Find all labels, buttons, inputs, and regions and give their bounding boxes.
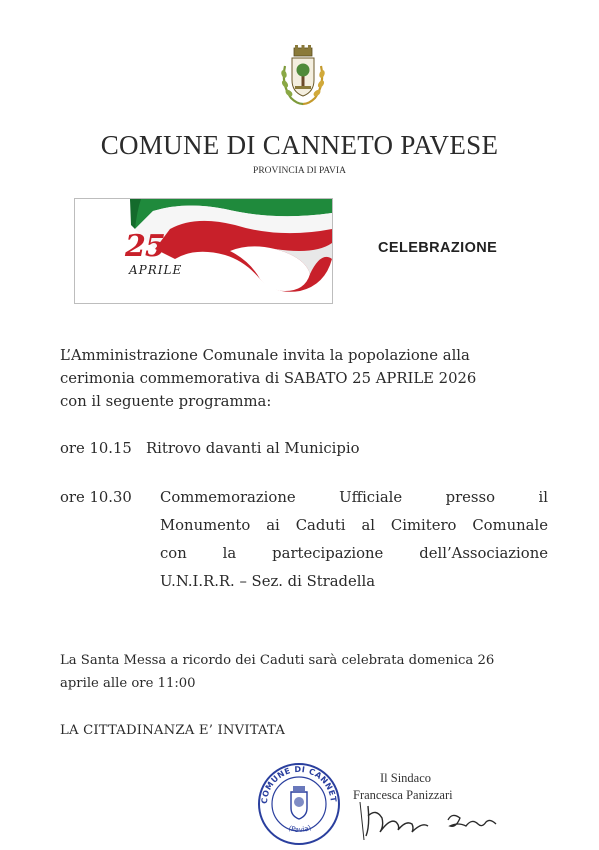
coat-of-arms-emblem	[275, 44, 331, 110]
mass-line: aprile alle ore 11:00	[60, 676, 196, 691]
program-line: U.N.I.R.R. – Sez. di Stradella	[160, 573, 376, 590]
municipality-title: COMUNE DI CANNETO PAVESE	[100, 130, 499, 160]
svg-text:(Pavia)	[287, 824, 312, 834]
tricolor-ribbon-graphic	[75, 199, 332, 303]
program-time: ore 10.30	[60, 489, 132, 506]
anniversary-banner	[74, 198, 333, 304]
mass-note	[60, 649, 550, 695]
signatory-role: Il Sindaco	[380, 771, 432, 785]
closing-invitation: LA CITTADINANZA E’ INVITATA	[60, 723, 286, 738]
intro-line: cerimonia commemorativa di SABATO 25 APRILE 2026	[60, 370, 477, 387]
signatory-name: Francesca Panizzari	[353, 788, 453, 802]
intro-line: con il seguente programma:	[60, 393, 272, 410]
program-item	[146, 435, 526, 463]
program-line: Commemorazione Ufficiale presso il	[160, 489, 548, 506]
program-line: con la partecipazione dell’Associazione	[160, 545, 548, 562]
stamp-bottom-text: (Pavia)	[287, 823, 313, 835]
program-line: Monumento ai Caduti al Cimitero Comunale	[160, 517, 548, 534]
banner-month: APRILE	[129, 263, 183, 277]
mass-line: La Santa Messa a ricordo dei Caduti sarà celebrata domenica 26	[60, 653, 495, 668]
intro-line: L’Amministrazione Comunale invita la popolazione alla	[60, 347, 470, 364]
stamp-text: COMUNE DI CANNET	[259, 764, 339, 805]
official-stamp	[253, 758, 345, 846]
program-time: ore 10.15	[60, 440, 132, 457]
province-subtitle: PROVINCIA DI PAVIA	[253, 166, 346, 176]
invitation-paragraph	[60, 344, 540, 413]
celebration-heading: CELEBRAZIONE	[378, 240, 498, 256]
handwritten-signature	[356, 796, 506, 844]
banner-number: 25	[125, 229, 165, 264]
program-item	[160, 484, 548, 596]
program-line: Ritrovo davanti al Municipio	[146, 440, 360, 457]
